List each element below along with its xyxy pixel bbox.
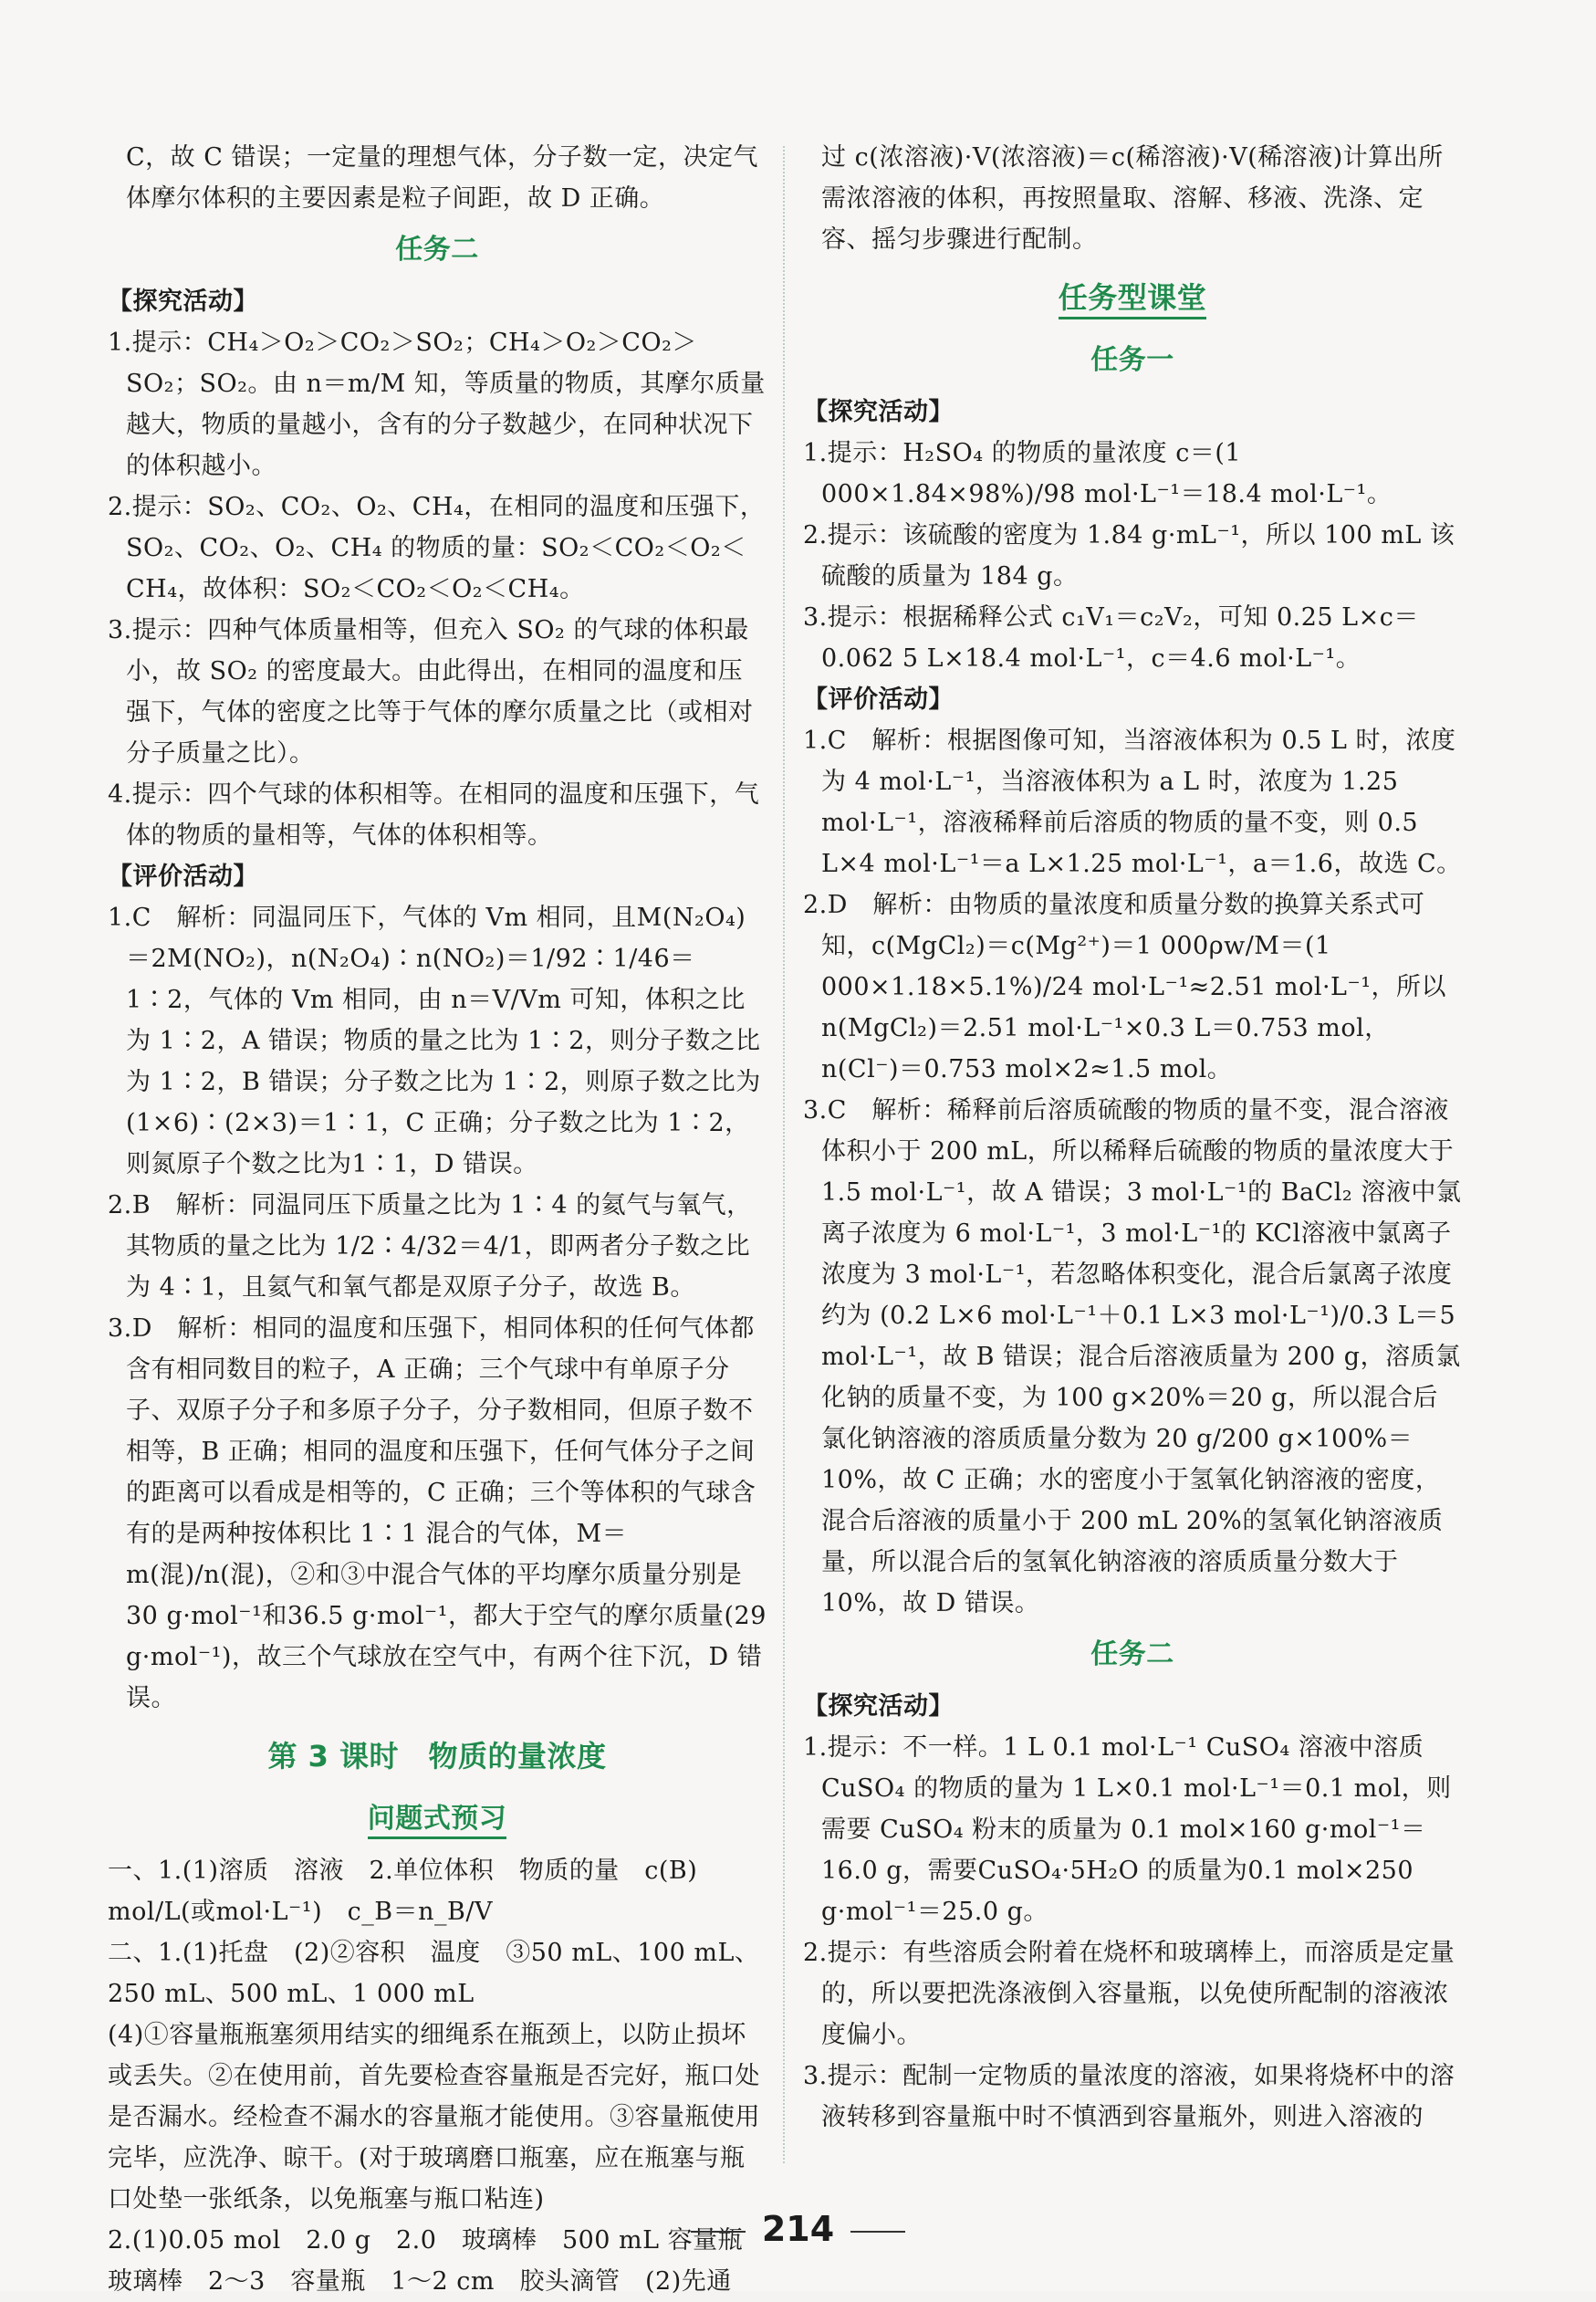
answer-item-r2: 2.D 解析：由物质的量浓度和质量分数的换算关系式可知，c(MgCl₂)＝c(Mg²⁺)＝1 000ρw/M＝(1 000×1.18×5.1%)/24 mol·L⁻¹≈2.51 mol·L⁻¹，所以 n(MgCl₂)＝2.51 mol·L⁻¹×0.3 L＝0.753 mol，n(Cl⁻)＝0.753 mol×2≈1.5 mol。	[803, 891, 1447, 1083]
left-column	[108, 137, 767, 2302]
section-heading-task2: 任务二	[395, 234, 479, 266]
right-column	[803, 137, 1462, 2138]
right-intro-text: 过 c(浓溶液)·V(浓溶液)＝c(稀溶液)·V(稀溶液)计算出所需浓溶液的体积，再按照量取、溶解、移液、洗涤、定容、摇匀步骤进行配制。	[821, 143, 1444, 254]
preview-answer-4: 2.(1)0.05 mol 2.0 g 2.0 玻璃棒 500 mL 容量瓶 玻璃棒 2～3 容量瓶 1～2 cm 胶头滴管 (2)先通	[108, 2226, 768, 2296]
answer-item-1: 1.C 解析：同温同压下，气体的 Vm 相同，且M(N₂O₄)＝2M(NO₂)，n(N₂O₄)∶n(NO₂)＝1/92∶1/46＝1∶2，气体的 Vm 相同，由 n＝V/Vm 可知，体积之比为 1∶2，A 错误；物质的量之比为 1∶2，则分子数之比为 1∶2，B 错误；分子数之比为 1∶2，则原子数之比为(1×6)∶(2×3)＝1∶1，C 正确；分子数之比为 1∶2，则氮原子个数之比为1∶1，D 错误。	[108, 904, 761, 1178]
task-classroom-heading-text: 任务型课堂	[1059, 280, 1207, 319]
answer-item-2: 2.B 解析：同温同压下质量之比为 1∶4 的氦气与氧气，其物质的量之比为 1/2∶4/32＝4/1，即两者分子数之比为 4∶1，且氦气和氧气都是双原子分子，故选 B。	[108, 1191, 752, 1302]
hint-item-r2-3: 3.提示：配制一定物质的量浓度的溶液，如果将烧杯中的溶液转移到容量瓶中时不慎洒到容量瓶外，则进入溶液的	[803, 2062, 1455, 2131]
hint-item-r1: 1.提示：H₂SO₄ 的物质的量浓度 c＝(1 000×1.84×98%)/98 mol·L⁻¹＝18.4 mol·L⁻¹。	[803, 439, 1393, 508]
hint-item-r2: 2.提示：该硫酸的密度为 1.84 g·mL⁻¹，所以 100 mL 该硫酸的质量为 184 g。	[803, 521, 1455, 591]
explore-activity-heading: 【探究活动】	[108, 288, 258, 316]
evaluate-activity-heading-r: 【评价活动】	[803, 685, 954, 714]
task-classroom-heading	[803, 269, 1462, 326]
section-heading-task1: 任务一	[1090, 344, 1174, 376]
left-intro-text: C，故 C 错误；一定量的理想气体，分子数一定，决定气体摩尔体积的主要因素是粒子间距，故 D 正确。	[126, 143, 758, 213]
preview-answer-2: 二、1.(1)托盘 (2)②容积 温度 ③50 mL、100 mL、250 mL、500 mL、1 000 mL	[108, 1939, 760, 2008]
hint-item-3: 3.提示：四种气体质量相等，但充入 SO₂ 的气球的体积最小，故 SO₂ 的密度最大。由此得出，在相同的温度和压强下，气体的密度之比等于气体的摩尔质量之比（或相对分子质量之比）。	[108, 616, 754, 768]
page-number-dash-left	[691, 2231, 746, 2233]
explore-activity-heading-r1: 【探究活动】	[803, 398, 954, 426]
lesson-title: 第 3 课时 物质的量浓度	[267, 1739, 607, 1774]
hint-item-r2-2: 2.提示：有些溶质会附着在烧杯和玻璃棒上，而溶质是定量的，所以要把洗涤液倒入容量瓶，以免使所配制的溶液浓度偏小。	[803, 1939, 1455, 2049]
hint-item-1: 1.提示：CH₄＞O₂＞CO₂＞SO₂；CH₄＞O₂＞CO₂＞SO₂；SO₂。由 n＝m/M 知，等质量的物质，其摩尔质量越大，物质的量越小，含有的分子数越少，在同种状况下的体积越小。	[108, 329, 766, 480]
column-divider	[783, 146, 785, 2163]
answer-item-3: 3.D 解析：相同的温度和压强下，相同体积的任何气体都含有相同数目的粒子，A 正确；三个气球中有单原子分子、双原子分子和多原子分子，分子数相同，但原子数不相等，B 正确；相同的温度和压强下，任何气体分子之间的距离可以看成是相等的，C 正确；三个等体积的气球含有的是两种按体积比 1∶1 混合的气体，M＝m(混)/n(混)，②和③中混合气体的平均摩尔质量分别是 30 g·mol⁻¹和36.5 g·mol⁻¹，都大于空气的摩尔质量(29 g·mol⁻¹)，故三个气球放在空气中，有两个往下沉，D 错误。	[108, 1314, 767, 1712]
answer-item-r3: 3.C 解析：稀释前后溶质硫酸的物质的量不变，混合溶液体积小于 200 mL，所以稀释后硫酸的物质的量浓度大于1.5 mol·L⁻¹，故 A 错误；3 mol·L⁻¹的 BaCl₂ 溶液中氯离子浓度为 6 mol·L⁻¹，3 mol·L⁻¹的 KCl溶液中氯离子浓度为 3 mol·L⁻¹，若忽略体积变化，混合后氯离子浓度约为 (0.2 L×6 mol·L⁻¹＋0.1 L×3 mol·L⁻¹)/0.3 L＝5 mol·L⁻¹，故 B 错误；混合后溶液质量为 200 g，溶质氯化钠的质量不变，为 100 g×20%＝20 g，所以混合后氯化钠溶液的溶质质量分数为 20 g/200 g×100%＝10%，故 C 正确；水的密度小于氢氧化钠溶液的密度，混合后溶液的质量小于 200 mL 20%的氢氧化钠溶液质量，所以混合后的氢氧化钠溶液的溶质质量分数大于 10%，故 D 错误。	[803, 1096, 1462, 1617]
page-number	[0, 2209, 1596, 2249]
answer-item-r1: 1.C 解析：根据图像可知，当溶液体积为 0.5 L 时，浓度为 4 mol·L⁻¹，当溶液体积为 a L 时，浓度为 1.25 mol·L⁻¹，溶液稀释前后溶质的物质的量不变，则 0.5 L×4 mol·L⁻¹＝a L×1.25 mol·L⁻¹，a＝1.6，故选 C。	[803, 727, 1462, 878]
hint-item-4: 4.提示：四个气球的体积相等。在相同的温度和压强下，气体的物质的量相等，气体的体积相等。	[108, 780, 760, 850]
page-number-dash-right	[850, 2231, 905, 2233]
page-number-text: 214	[761, 2209, 835, 2249]
preview-heading-text: 问题式预习	[368, 1803, 507, 1839]
preview-heading	[108, 1794, 767, 1845]
preview-answer-3: (4)①容量瓶瓶塞须用结实的细绳系在瓶颈上，以防止损坏或丢失。②在使用前，首先要检查容量瓶是否完好，瓶口处是否漏水。经检查不漏水的容量瓶才能使用。③容量瓶使用完毕，应洗净、晾干。(对于玻璃磨口瓶塞，应在瓶塞与瓶口处垫一张纸条，以免瓶塞与瓶口粘连)	[108, 2021, 760, 2213]
hint-item-2: 2.提示：SO₂、CO₂、O₂、CH₄，在相同的温度和压强下，SO₂、CO₂、O₂、CH₄ 的物质的量：SO₂＜CO₂＜O₂＜CH₄，故体积：SO₂＜CO₂＜O₂＜CH₄。	[108, 493, 766, 603]
hint-item-r3: 3.提示：根据稀释公式 c₁V₁＝c₂V₂，可知 0.25 L×c＝0.062 5 L×18.4 mol·L⁻¹，c＝4.6 mol·L⁻¹。	[803, 603, 1419, 673]
evaluate-activity-heading: 【评价活动】	[108, 863, 258, 891]
preview-answer-1: 一、1.(1)溶质 溶液 2.单位体积 物质的量 c(B) mol/L(或mol·L⁻¹) c_B＝n_B/V	[108, 1857, 723, 1926]
hint-item-r2-1: 1.提示：不一样。1 L 0.1 mol·L⁻¹ CuSO₄ 溶液中溶质CuSO₄ 的物质的量为 1 L×0.1 mol·L⁻¹＝0.1 mol，则需要 CuSO₄ 粉末的质量为 0.1 mol×160 g·mol⁻¹＝16.0 g，需要CuSO₄·5H₂O 的质量为0.1 mol×250 g·mol⁻¹＝25.0 g。	[803, 1733, 1452, 1926]
explore-activity-heading-r2: 【探究活动】	[803, 1692, 954, 1721]
section-heading-task2-r: 任务二	[1090, 1638, 1174, 1670]
